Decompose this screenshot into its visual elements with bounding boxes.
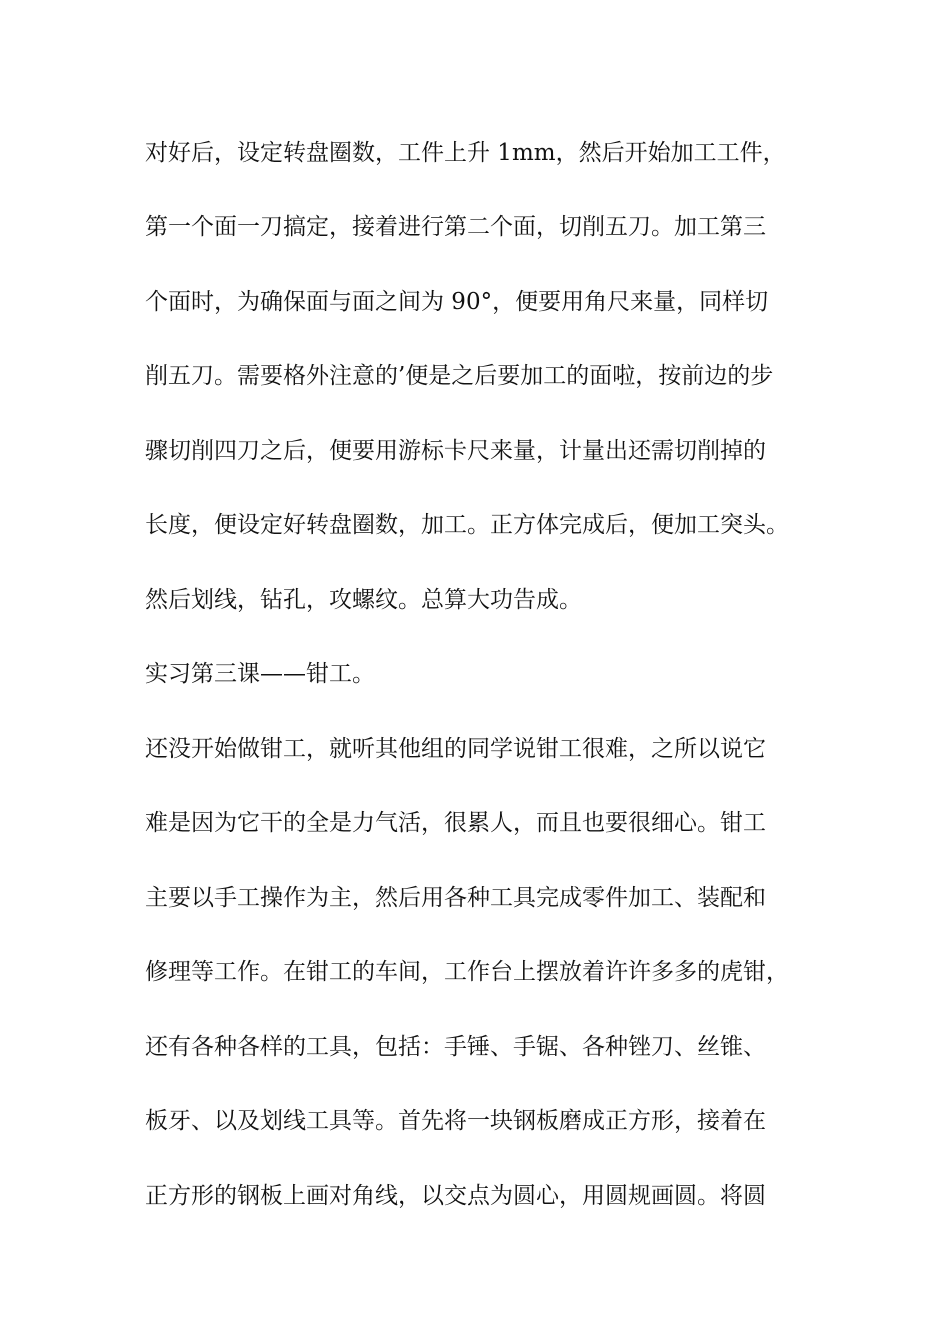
text-line-11: 主要以手工操作为主，然后用各种工具完成零件加工、装配和 — [145, 885, 766, 911]
text-line-3: 个面时，为确保面与面之间为 90°，便要用角尺来量，同样切 — [145, 289, 769, 315]
text-line-4: 削五刀。需要格外注意的’便是之后要加工的面啦，按前边的步 — [145, 363, 774, 389]
text-line-9: 还没开始做钳工，就听其他组的同学说钳工很难，之所以说它 — [145, 736, 766, 762]
text-line-13: 还有各种各样的工具，包括：手锤、手锯、各种锉刀、丝锥、 — [145, 1034, 766, 1060]
text-line-10: 难是因为它干的全是力气活，很累人，而且也要很细心。钳工 — [145, 810, 766, 836]
text-line-7: 然后划线，钻孔，攻螺纹。总算大功告成。 — [145, 587, 582, 613]
section-heading: 实习第三课——钳工。 — [145, 661, 375, 687]
text-line-12: 修理等工作。在钳工的车间，工作台上摆放着许许多多的虎钳， — [145, 959, 789, 985]
text-line-2: 第一个面一刀搞定，接着进行第二个面，切削五刀。加工第三 — [145, 214, 766, 240]
text-line-5: 骤切削四刀之后，便要用游标卡尺来量，计量出还需切削掉的 — [145, 438, 766, 464]
text-line-14: 板牙、以及划线工具等。首先将一块钢板磨成正方形，接着在 — [145, 1108, 766, 1134]
text-line-1: 对好后，设定转盘圈数，工件上升 1mm，然后开始加工工件， — [145, 140, 786, 166]
text-line-6: 长度，便设定好转盘圈数，加工。正方体完成后，便加工突头。 — [145, 512, 789, 538]
text-line-15: 正方形的钢板上画对角线，以交点为圆心，用圆规画圆。将圆 — [145, 1183, 766, 1209]
